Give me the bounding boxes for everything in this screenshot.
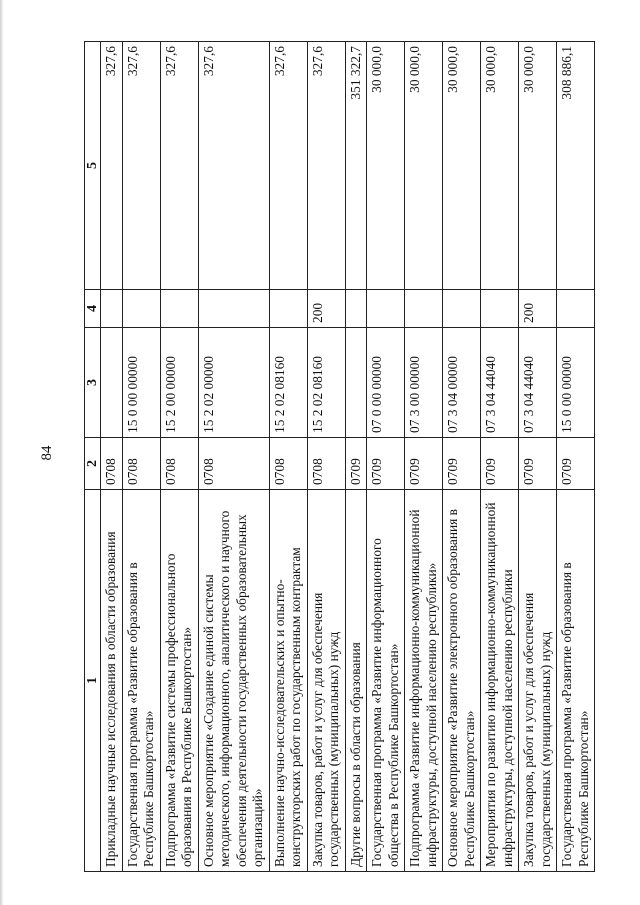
table-row [160,42,198,872]
table-row [101,42,123,872]
expense-type-cell [269,290,307,328]
expense-type-cell [198,290,269,328]
table-row [519,42,557,872]
target-code-cell: 15 0 00 00000 [122,328,160,438]
amount-cell: 327,6 [122,42,160,290]
expense-type-cell [345,290,367,328]
expense-type-cell [122,290,160,328]
section-code-cell: 0708 [198,438,269,490]
target-code-cell: 07 0 00 00000 [367,328,405,438]
rotated-table-container [84,42,591,872]
target-code-cell [345,328,367,438]
section-code-cell: 0708 [269,438,307,490]
item-name-cell: Государственная программа «Развитие информационного общества в Республике Башкортостан» [367,490,405,872]
amount-cell: 327,6 [101,42,123,290]
section-code-cell: 0709 [405,438,443,490]
expense-type-cell: 200 [519,290,557,328]
target-code-cell: 07 3 04 00000 [443,328,481,438]
header-row [85,42,101,872]
item-name-cell: Выполнение научно-исследовательских и опытно-конструкторских работ по государственным контрактам [269,490,307,872]
section-code-cell: 0709 [367,438,405,490]
table-body [101,42,595,872]
item-name-cell: Закупка товаров, работ и услуг для обеспечения государственных (муниципальных) нужд [519,490,557,872]
page-number: 84 [39,445,55,461]
table-row [345,42,367,872]
header-col-3: 3 [85,328,101,438]
amount-cell: 30 000,0 [519,42,557,290]
expense-type-cell [160,290,198,328]
section-code-cell: 0709 [481,438,519,490]
page-edge [0,0,3,905]
section-code-cell: 0708 [101,438,123,490]
amount-cell: 30 000,0 [481,42,519,290]
budget-table [84,41,595,872]
expense-type-cell [443,290,481,328]
item-name-cell: Закупка товаров, работ и услуг для обеспечения государственных (муниципальных) нужд [307,490,345,872]
expense-type-cell [481,290,519,328]
target-code-cell: 15 2 02 00000 [198,328,269,438]
table-row [198,42,269,872]
header-col-4: 4 [85,290,101,328]
amount-cell: 327,6 [160,42,198,290]
amount-cell: 351 322,7 [345,42,367,290]
amount-cell: 327,6 [269,42,307,290]
item-name-cell: Подпрограмма «Развитие информационно-коммуникационной инфраструктуры, доступной населению республики» [405,490,443,872]
section-code-cell: 0709 [345,438,367,490]
section-code-cell: 0708 [307,438,345,490]
section-code-cell: 0709 [557,438,595,490]
section-code-cell: 0709 [443,438,481,490]
table-row [481,42,519,872]
amount-cell: 30 000,0 [405,42,443,290]
amount-cell: 327,6 [198,42,269,290]
amount-cell: 308 886,1 [557,42,595,290]
target-code-cell: 15 2 02 08160 [269,328,307,438]
target-code-cell: 15 2 02 08160 [307,328,345,438]
item-name-cell: Прикладные научные исследования в области образования [101,490,123,872]
item-name-cell: Подпрограмма «Развитие системы профессионального образования в Республике Башкортостан» [160,490,198,872]
table-row [122,42,160,872]
target-code-cell: 15 2 00 00000 [160,328,198,438]
item-name-cell: Мероприятия по развитию информационно-коммуникационной инфраструктуры, доступной населению республики [481,490,519,872]
target-code-cell: 07 3 04 44040 [481,328,519,438]
table-row [443,42,481,872]
section-code-cell: 0708 [122,438,160,490]
section-code-cell: 0709 [519,438,557,490]
item-name-cell: Основное мероприятие «Создание единой системы методического, информационного, аналитического и научного обеспечения деятельности государственных образовательных организаций» [198,490,269,872]
amount-cell: 30 000,0 [367,42,405,290]
table-row [307,42,345,872]
table-row [557,42,595,872]
expense-type-cell [557,290,595,328]
target-code-cell: 07 3 00 00000 [405,328,443,438]
expense-type-cell [367,290,405,328]
target-code-cell: 15 0 00 00000 [557,328,595,438]
header-col-2: 2 [85,438,101,490]
header-col-1: 1 [85,490,101,872]
expense-type-cell [405,290,443,328]
header-col-5: 5 [85,42,101,290]
target-code-cell: 07 3 04 44040 [519,328,557,438]
target-code-cell [101,328,123,438]
table-row [269,42,307,872]
item-name-cell: Государственная программа «Развитие образования в Республике Башкортостан» [557,490,595,872]
amount-cell: 327,6 [307,42,345,290]
item-name-cell: Другие вопросы в области образования [345,490,367,872]
item-name-cell: Государственная программа «Развитие образования в Республике Башкортостан» [122,490,160,872]
section-code-cell: 0708 [160,438,198,490]
amount-cell: 30 000,0 [443,42,481,290]
expense-type-cell [101,290,123,328]
table-row [405,42,443,872]
item-name-cell: Основное мероприятие «Развитие электронного образования в Республике Башкортостан» [443,490,481,872]
expense-type-cell: 200 [307,290,345,328]
table-row [367,42,405,872]
